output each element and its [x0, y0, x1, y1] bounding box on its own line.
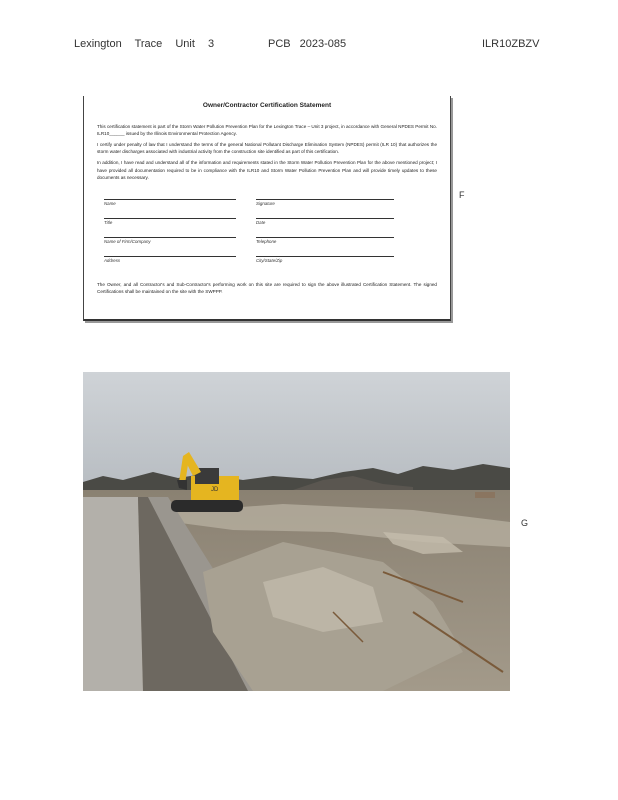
construction-site-photo: [83, 372, 510, 691]
site-photo: [83, 372, 510, 691]
certification-footer: The Owner, and all Contractor's and Sub-Contractor's performing work on this site are required to sign the above illustrated Certification Statement. The signed Certifications shall be maintained on the site with the SWPPP.: [97, 281, 437, 294]
telephone-field: Telephone: [256, 237, 394, 244]
header-case-number: PCB 2023-085: [268, 38, 347, 50]
concrete-slab: [83, 497, 143, 691]
certification-paragraph-3: In addition, I have read and understand all of the information and requirements stated in the Storm Water Pollution Prevention Plan for the above mentioned project; I have provided all documentation required to be in compliance with the ILR10 and Storm Water Pollution Prevention Plan and will provide timely updates to these documents as necessary.: [97, 160, 437, 180]
excavator-brand: JD: [211, 487, 219, 493]
firm-field: Name of Firm/Company: [104, 237, 236, 244]
header-project-name: Lexington Trace Unit 3: [74, 38, 215, 50]
certification-paragraph-2: I certify under penalty of law that I understand the terms of the general National Pollutant Discharge Elimination System (NPDES) permit (ILR 10) that authorizes the storm water discharges associated with industrial activity from the construction site identified as part of this certification.: [97, 142, 437, 155]
certification-title: Owner/Contractor Certification Statement: [202, 102, 332, 109]
distant-building: [475, 492, 495, 498]
figure-label-f: F: [459, 190, 465, 200]
figure-label-g: G: [521, 518, 529, 528]
date-field: Date: [256, 218, 394, 225]
certification-statement-image: [83, 96, 451, 321]
address-field: Address: [104, 256, 236, 263]
certification-paragraph-1: This certification statement is part of the Storm Water Pollution Prevention Plan for the Lexington Trace – Unit 3 project, in accordance with General NPDES Permit No. ILR10______ issued by the Illinois Environmental Protection Agency.: [97, 124, 437, 137]
header-permit-id: ILR10ZBZV: [482, 38, 540, 50]
sky: [83, 372, 510, 482]
signature-field: Signature: [256, 199, 394, 206]
signature-fields: [97, 199, 437, 275]
name-field: Name: [104, 199, 236, 206]
excavator-tracks: [171, 500, 243, 512]
title-field: Title: [104, 218, 236, 225]
city-state-zip-field: City/State/Zip: [256, 256, 394, 263]
